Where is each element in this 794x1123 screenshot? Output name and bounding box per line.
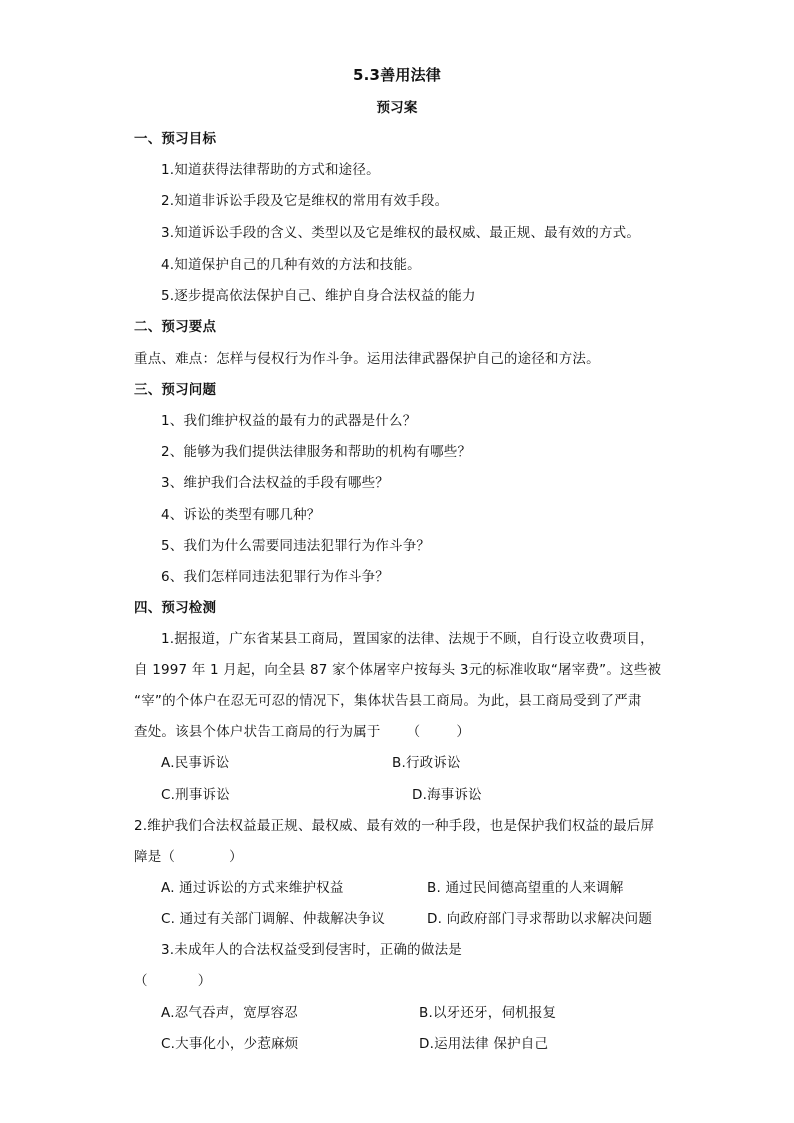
page-subtitle: 预习案 bbox=[376, 100, 418, 116]
question-item: 6、我们怎样同违法犯罪行为作斗争？ bbox=[161, 569, 389, 585]
test-q1-option-c: C.刑事诉讼 bbox=[161, 787, 230, 803]
test-q1-option-a: A.民事诉讼 bbox=[161, 755, 230, 771]
answer-paren-close: ） bbox=[456, 724, 471, 740]
test-q3-answer-line bbox=[134, 972, 211, 990]
test-q2-stem-end: 障是（ bbox=[134, 849, 176, 865]
test-q2-option-c: C. 通过有关部门调解、仲裁解决争议 bbox=[161, 911, 386, 927]
question-item: 4、诉讼的类型有哪几种？ bbox=[161, 507, 321, 523]
question-item: 2、能够为我们提供法律服务和帮助的机构有哪些？ bbox=[161, 444, 472, 460]
test-q3-option-d: D.运用法律 保护自己 bbox=[419, 1036, 549, 1052]
goal-item: 5.逐步提高依法保护自己、维护自身合法权益的能力 bbox=[161, 288, 476, 304]
page-title: 5.3善用法律 bbox=[353, 66, 441, 84]
test-q2-text: 2.维护我们合法权益最正规、最权威、最有效的一种手段，也是保护我们权益的最后屏 bbox=[134, 818, 655, 834]
goal-item: 4.知道保护自己的几种有效的方法和技能。 bbox=[161, 257, 421, 273]
test-q1-text: “宰”的个体户在忍无可忍的情况下，集体状告县工商局。为此，县工商局受到了严肃 bbox=[134, 693, 642, 709]
answer-paren-close: ） bbox=[197, 973, 212, 989]
test-q3-option-c: C.大事化小，少惹麻烦 bbox=[161, 1036, 299, 1052]
test-q2-last-line bbox=[134, 848, 243, 866]
key-points-text: 重点、难点：怎样与侵权行为作斗争。运用法律武器保护自己的途径和方法。 bbox=[134, 351, 600, 367]
test-q1-stem-end: 查处。该县个体户状告工商局的行为属于 bbox=[134, 724, 381, 740]
goal-item: 1.知道获得法律帮助的方式和途径。 bbox=[161, 162, 380, 178]
test-q2-option-d: D. 向政府部门寻求帮助以求解决问题 bbox=[427, 911, 653, 927]
test-q1-option-b: B.行政诉讼 bbox=[392, 755, 461, 771]
answer-paren-close: ） bbox=[229, 849, 243, 865]
goal-item: 2.知道非诉讼手段及它是维权的常用有效手段。 bbox=[161, 193, 449, 209]
answer-paren-open: （ bbox=[134, 973, 148, 989]
answer-paren-open: （ bbox=[406, 724, 421, 740]
test-q3-text: 3.未成年人的合法权益受到侵害时，正确的做法是 bbox=[161, 942, 462, 958]
test-q1-last-line bbox=[134, 723, 470, 741]
section-heading-goals: 一、预习目标 bbox=[134, 131, 217, 147]
test-q2-option-b: B. 通过民间德高望重的人来调解 bbox=[427, 880, 624, 896]
question-item: 5、我们为什么需要同违法犯罪行为作斗争？ bbox=[161, 538, 431, 554]
test-q1-text: 1.据报道，广东省某县工商局，置国家的法律、法规于不顾，自行设立收费项目， bbox=[161, 631, 654, 647]
section-heading-key-points: 二、预习要点 bbox=[134, 319, 217, 335]
test-q1-text: 自 1997 年 1 月起，向全县 87 家个体屠宰户按每头 3元的标准收取“屠宰费”。这些被 bbox=[134, 662, 662, 678]
section-heading-test: 四、预习检测 bbox=[134, 600, 217, 616]
goal-item: 3.知道诉讼手段的含义、类型以及它是维权的最权威、最正规、最有效的方式。 bbox=[161, 225, 641, 241]
test-q1-option-d: D.海事诉讼 bbox=[412, 787, 482, 803]
question-item: 1、我们维护权益的最有力的武器是什么？ bbox=[161, 413, 417, 429]
section-heading-questions: 三、预习问题 bbox=[134, 382, 217, 398]
test-q3-option-b: B.以牙还牙，伺机报复 bbox=[419, 1005, 557, 1021]
test-q3-option-a: A.忍气吞声，宽厚容忍 bbox=[161, 1005, 298, 1021]
question-item: 3、维护我们合法权益的手段有哪些？ bbox=[161, 475, 389, 491]
test-q2-option-a: A. 通过诉讼的方式来维护权益 bbox=[161, 880, 344, 896]
